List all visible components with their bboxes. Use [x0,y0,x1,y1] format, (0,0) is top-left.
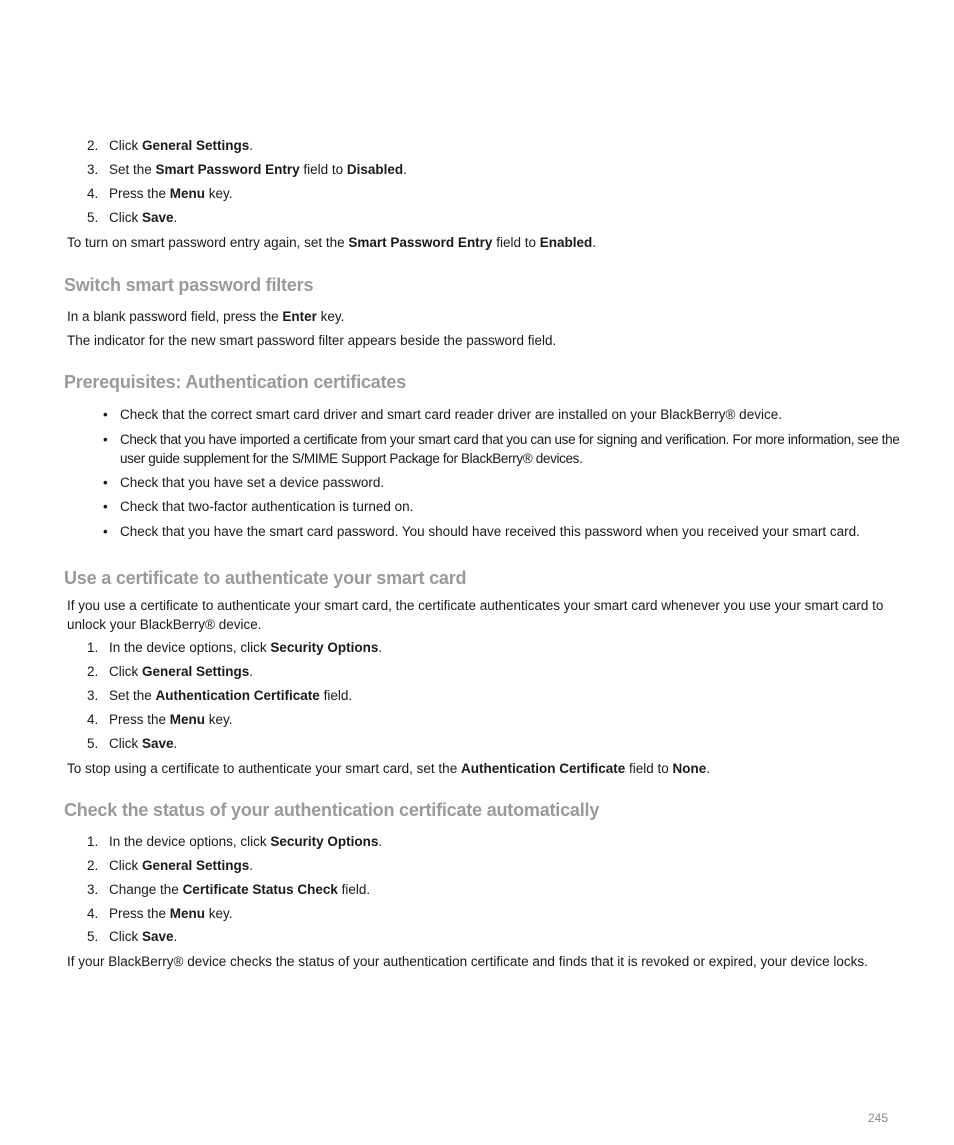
section-heading: Use a certificate to authenticate your smart card [64,568,467,588]
step-item: 2. Click General Settings. [87,858,254,873]
bullet-icon: • [103,524,108,539]
step-item: 4. Press the Menu key. [87,186,233,201]
step-item: 4. Press the Menu key. [87,712,233,727]
paragraph: The indicator for the new smart password filter appears beside the password field. [67,333,557,348]
bullet-item: • Check that you have the smart card password. You should have received this password when you received your smart card. [103,524,860,539]
bullet-icon: • [103,407,108,422]
page-number: 245 [868,1111,889,1125]
step-item: 2. Click General Settings. [87,664,254,679]
step-item: 4. Press the Menu key. [87,906,233,921]
section-heading: Prerequisites: Authentication certificates [64,372,407,392]
step-item: 5. Click Save. [87,929,178,944]
note-paragraph: If your BlackBerry® device checks the status of your authentication certificate and finds that it is revoked or expired, your device locks. [67,954,868,969]
step-item: 3. Change the Certificate Status Check field. [87,882,371,897]
step-item: 1. In the device options, click Security Options. [87,834,383,849]
step-item: 3. Set the Smart Password Entry field to Disabled. [87,162,407,177]
bullet-icon: • [103,432,108,447]
bullet-item: • Check that you have imported a certificate from your smart card that you can use for signing and verification. For more information, see the user guide supplement for the S/MIME Support Package for BlackBerry® devices. [103,432,900,466]
step-item: 3. Set the Authentication Certificate field. [87,688,353,703]
bullet-item: • Check that the correct smart card driver and smart card reader driver are installed on your BlackBerry® device. [103,407,782,422]
note-paragraph: To stop using a certificate to authenticate your smart card, set the Authentication Certificate field to None. [67,761,711,776]
bullet-item: • Check that two-factor authentication is turned on. [103,499,414,514]
step-item: 5. Click Save. [87,210,178,225]
paragraph: In a blank password field, press the Enter key. [67,309,345,324]
note-paragraph: To turn on smart password entry again, set the Smart Password Entry field to Enabled. [67,235,597,250]
bullet-item: • Check that you have set a device password. [103,475,385,490]
step-item: 2. Click General Settings. [87,138,254,153]
step-item: 1. In the device options, click Security Options. [87,640,383,655]
bullet-icon: • [103,499,108,514]
step-item: 5. Click Save. [87,736,178,751]
bullet-icon: • [103,475,108,490]
section-heading: Check the status of your authentication certificate automatically [64,800,600,820]
section-heading: Switch smart password filters [64,275,314,295]
paragraph: If you use a certificate to authenticate your smart card, the certificate authenticates your smart card whenever you use your smart card to unlock your BlackBerry® device. [67,598,884,632]
